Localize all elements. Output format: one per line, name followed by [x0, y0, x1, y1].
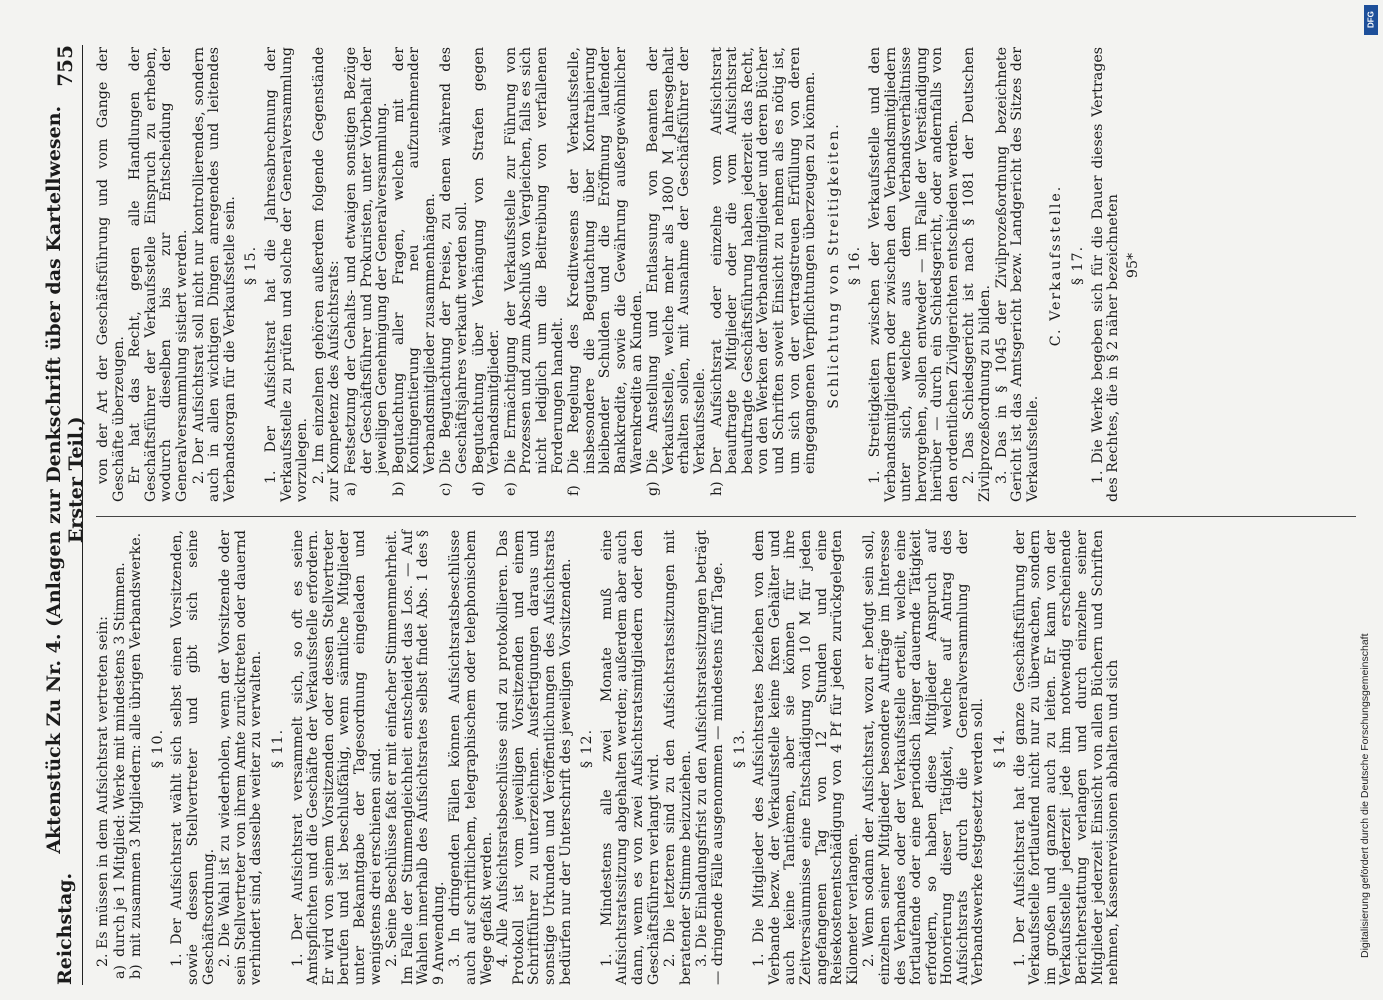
list-item: [710, 47, 819, 502]
paragraph: 3. Die Einladungsfrist zu den Aufsichtsratssitzungen beträgt — dringende Fälle ausgenommen — mindestens fünf Tage.: [694, 530, 726, 985]
list-item-text: durch je 1 Mitglied: Werke mit mindestens 3 Stimmen.: [111, 562, 128, 957]
list-marker: c): [438, 482, 455, 496]
list-marker: a): [111, 965, 128, 979]
side-note: [1353, 0, 1381, 1000]
rotated-document: [43, 45, 1383, 985]
right-column: [96, 47, 1366, 502]
list-item-text: Die Anstellung und Entlassung von Beamten der Verkaufsstelle, welche mehr als 1800 M Jahresgehalt erhalten sollen, mit Ausnahme der Geschäftsführer der Verkaufsstelle.: [645, 47, 708, 474]
header-title: Aktenstück Zu Nr. 4. (Anlagen zur Denkschrift über das Kartellwesen. Erster Teil.): [43, 105, 87, 854]
paragraph: 1. Der Aufsichtsrat wählt sich selbst einen Vorsitzenden, sowie dessen Stellvertreter und gibt sich seine Geschäftsordnung.: [169, 530, 217, 985]
paragraph: 2. Seine Beschlüsse faßt er mit einfacher Stimmenmehrheit. Im Falle der Stimmengleichheit entscheidet das Los. — Auf Wahlen innerhalb des Aufsichtsrates selbst findet Abs. 1 des § 9 Anwendung.: [384, 530, 447, 985]
list-item-text: mit zusammen 3 Mitgliedern: alle übrigen Verbandswerke.: [128, 532, 145, 957]
paragraph: 2. Es müssen in dem Aufsichtsrat vertreten sein:: [95, 616, 111, 967]
list-item-text: Die Regelung des Kreditwesens der Verkaufsstelle, insbesondere die Begutachtung über Kontrahierung bleibender Schulden und die Eröffnung laufender Bankkredite, sowie die Gewährung außergewöhnlicher Warenkredite an Kunden.: [566, 47, 645, 474]
paragraph: 2. Wenn sodann der Aufsichtsrat, wozu er befugt sein soll, einzelnen seiner Mitglieder besondere Aufträge im Interesse des Verbandes oder der Verkaufsstelle erteilt, welche eine fortlaufende oder eine periodisch länger dauernde Tätigkeit erfordern, so haben diese Mitglieder Anspruch auf Honorierung dieser Tätigkeit, welche auf Antrag des Aufsichtsrats durch die Generalversammlung der Verbandswerke festgesetzt werden soll.: [861, 530, 987, 985]
list-item-text: Die Ermächtigung der Verkaufsstelle zur Führung von Prozessen und zum Abschluß von Vergleichen, falls es sich nicht lediglich um die Beitreibung von verfallenen Forderungen handelt.: [502, 47, 566, 474]
paragraph: 2. Die letzteren sind zu den Aufsichtsratssitzungen mit beratender Stimme beizuziehen.: [662, 530, 694, 985]
paragraph: von der Art der Geschäftsführung und vom Gange der Geschäfte überzeugen.: [95, 47, 127, 502]
list-item: [113, 530, 129, 985]
side-note-text: Digitalisierung gefördert durch die Deutsche Forschungsgemeinschaft: [1359, 633, 1371, 958]
paragraph: 2. Die Wahl ist zu wiederholen, wenn der Vorsitzende oder sein Stellvertreter von ihrem Amte zurücktreten oder dauernd verhindert sind, dasselbe weiter zu verwalten.: [217, 530, 265, 985]
list-item-text: Der Aufsichtsrat oder einzelne vom Aufsichtsrat beauftragte Mitglieder oder die vom Aufsichtsrat beauftragte Geschäftsführung haben jederzeit das Recht, von den Werken der Verbandsmitglieder und deren Bücher und Schriften soweit Einsicht zu nehmen als es nötig ist, um sich von der vertragstreuen Erfüllung von deren eingegangenen Verpflichtungen überzeugen zu können.: [708, 47, 819, 474]
section-number: § 16.: [847, 245, 864, 286]
paragraph: 3. Das in § 1045 der Zivilprozeßordnung bezeichnete Gericht ist das Amtsgericht bezw. Landgericht des Sitzes der Verkaufsstelle.: [993, 47, 1041, 502]
section-heading: Schlichtung von Streitigkeiten.: [825, 122, 842, 409]
section-number: § 12.: [579, 728, 596, 769]
paragraph: 1. Streitigkeiten zwischen der Verkaufsstelle und den Verbandsmitgliedern oder zwischen den Verbandsmitgliedern unter sich, welche aus dem Verbandsverhältnisse hervorgehen, sollen entweder — im Falle der Verständigung hierüber — durch ein Schiedsgericht, oder andernfalls von den ordentlichen Zivilgerichten entschieden werden.: [866, 47, 961, 502]
list-marker: e): [502, 482, 519, 496]
paragraph: 1. Mindestens alle zwei Monate muß eine Aufsichtsratssitzung abgehalten werden; außerdem aber auch dann, wenn es von zwei Aufsichtsratsmitgliedern oder den Geschäftsführern verlangt wird.: [598, 530, 662, 985]
section-heading: C. Verkaufsstelle.: [1048, 184, 1065, 347]
paragraph: 1. Der Aufsichtsrat hat die Jahresabrechnung der Verkaufsstelle zu prüfen und solche der Generalversammlung vorzulegen.: [262, 47, 311, 502]
paragraph: 3. In dringenden Fällen können Aufsichtsratsbeschlüsse auch auf schriftlichem, telegraphischem oder telephonischem Wege gefaßt werden.: [447, 530, 495, 985]
paragraph: 2. Im einzelnen gehören außerdem folgende Gegenstände zur Kompetenz des Aufsichtsrats:: [310, 47, 343, 502]
list-marker: a): [342, 482, 359, 496]
dfg-logo: DFG: [1364, 5, 1378, 35]
paragraph: 2. Der Aufsichtsrat soll nicht nur kontrollierendes, sondern auch in allen wichtigen Dingen anregendes und leitendes Verbandsorgan für die Verkaufsstelle sein.: [190, 47, 238, 502]
left-column: [96, 530, 1366, 985]
paragraph: 1. Die Mitglieder des Aufsichtsrates beziehen von dem Verbande bezw. der Verkaufsstelle keine fixen Gehälter und auch keine Tantièmen, aber sie können für ihre Zeitversäumnisse eine Entschädigung von 10 M für jeden angefangenen Tag von 12 Stunden und eine Reisekostenentschädigung von 4 Pf für jeden zurückgelegten Kilometer verlangen.: [751, 530, 861, 985]
page-number: 755: [53, 45, 77, 87]
section-number: § 14.: [992, 728, 1009, 769]
section-number: § 13.: [731, 728, 748, 769]
section-number: § 10.: [149, 728, 166, 769]
paragraph: Er hat das Recht, gegen alle Handlungen der Geschäftsführer der Verkaufsstelle Einspruch zu erheben, wodurch dieselben bis zur Entscheidung der Generalversammlung sistiert werden.: [127, 47, 190, 502]
list-item: [439, 47, 470, 502]
paragraph: 1. Die Werke begeben sich für die Dauer dieses Vertrages des Rechtes, die in § 2 näher bezeichneten: [1089, 47, 1122, 502]
section-number: § 11.: [269, 728, 286, 769]
list-marker: g): [645, 481, 662, 496]
paragraph: 2. Das Schiedsgericht ist nach § 1081 der Deutschen Zivilprozeßordnung zu bilden.: [961, 47, 994, 502]
sheet-signature: 95*: [1124, 252, 1141, 279]
list-marker: b): [390, 481, 407, 496]
list-item-text: Die Begutachtung der Preise, zu denen während des Geschäftsjahres verkauft werden soll.: [438, 47, 471, 474]
page-header: [43, 45, 87, 985]
list-item: [344, 47, 391, 502]
list-item: [129, 530, 145, 985]
header-left: Reichstag.: [54, 872, 76, 985]
list-marker: d): [470, 481, 487, 496]
section-number: § 17.: [1070, 245, 1087, 286]
list-marker: f): [566, 485, 583, 496]
list-item-text: Begutachtung über Verhängung von Strafen gegen Verbandsmitglieder.: [470, 47, 503, 474]
paragraph: 4. Alle Aufsichtsratsbeschlüsse sind zu protokollieren. Das Protokoll ist vom jeweiligen Vorsitzenden und einem Schriftführer zu unterzeichnen. Ausfertigungen daraus und sonstige Urkunden und Veröffentlichungen des Aufsichtsrats bedürfen nur der Unterschrift des jeweiligen Vorsitzenden.: [495, 530, 574, 985]
list-item: [646, 47, 708, 502]
list-marker: b): [128, 964, 145, 979]
list-item: [472, 47, 503, 502]
list-item-text: Festsetzung der Gehalts- und etwaigen sonstigen Bezüge der Geschäftsführer und Prokuristen, unter Vorbehalt der jeweiligen Genehmigung der Generalversammlung.: [342, 47, 391, 474]
column-divider: [96, 516, 1356, 517]
list-marker: h): [708, 481, 725, 496]
list-item: [392, 47, 439, 502]
list-item: [504, 47, 566, 502]
list-item: [567, 47, 645, 502]
paragraph: 1. Der Aufsichtsrat hat die ganze Geschäftsführung der Verkaufsstelle fortlaufend nicht nur zu überwachen, sondern im großen und ganzen auch zu leiten. Er kann von der Verkaufsstelle jederzeit jede ihm notwendig erscheinende Berichterstattung verlangen und durch einzelne seiner Mitglieder jederzeit Einsicht von allen Büchern und Schriften nehmen, Kassenrevisionen abhalten und sich: [1011, 530, 1122, 985]
section-number: § 15.: [243, 245, 260, 286]
list-item-text: Begutachtung aller Fragen, welche mit der Kontingentierung neu aufzunehmender Verbandsmitglieder zusammenhängen.: [390, 47, 438, 474]
paragraph: 1. Der Aufsichtsrat versammelt sich, so oft es seine Amtspflichten und die Geschäfte der Verkaufsstelle erfordern. Er wird von seinem Vorsitzenden oder dessen Stellvertreter berufen und ist beschlußfähig, wenn sämtliche Mitglieder unter Bekanntgabe der Tagesordnung eingeladen und wenigstens drei erschienen sind.: [289, 530, 384, 985]
